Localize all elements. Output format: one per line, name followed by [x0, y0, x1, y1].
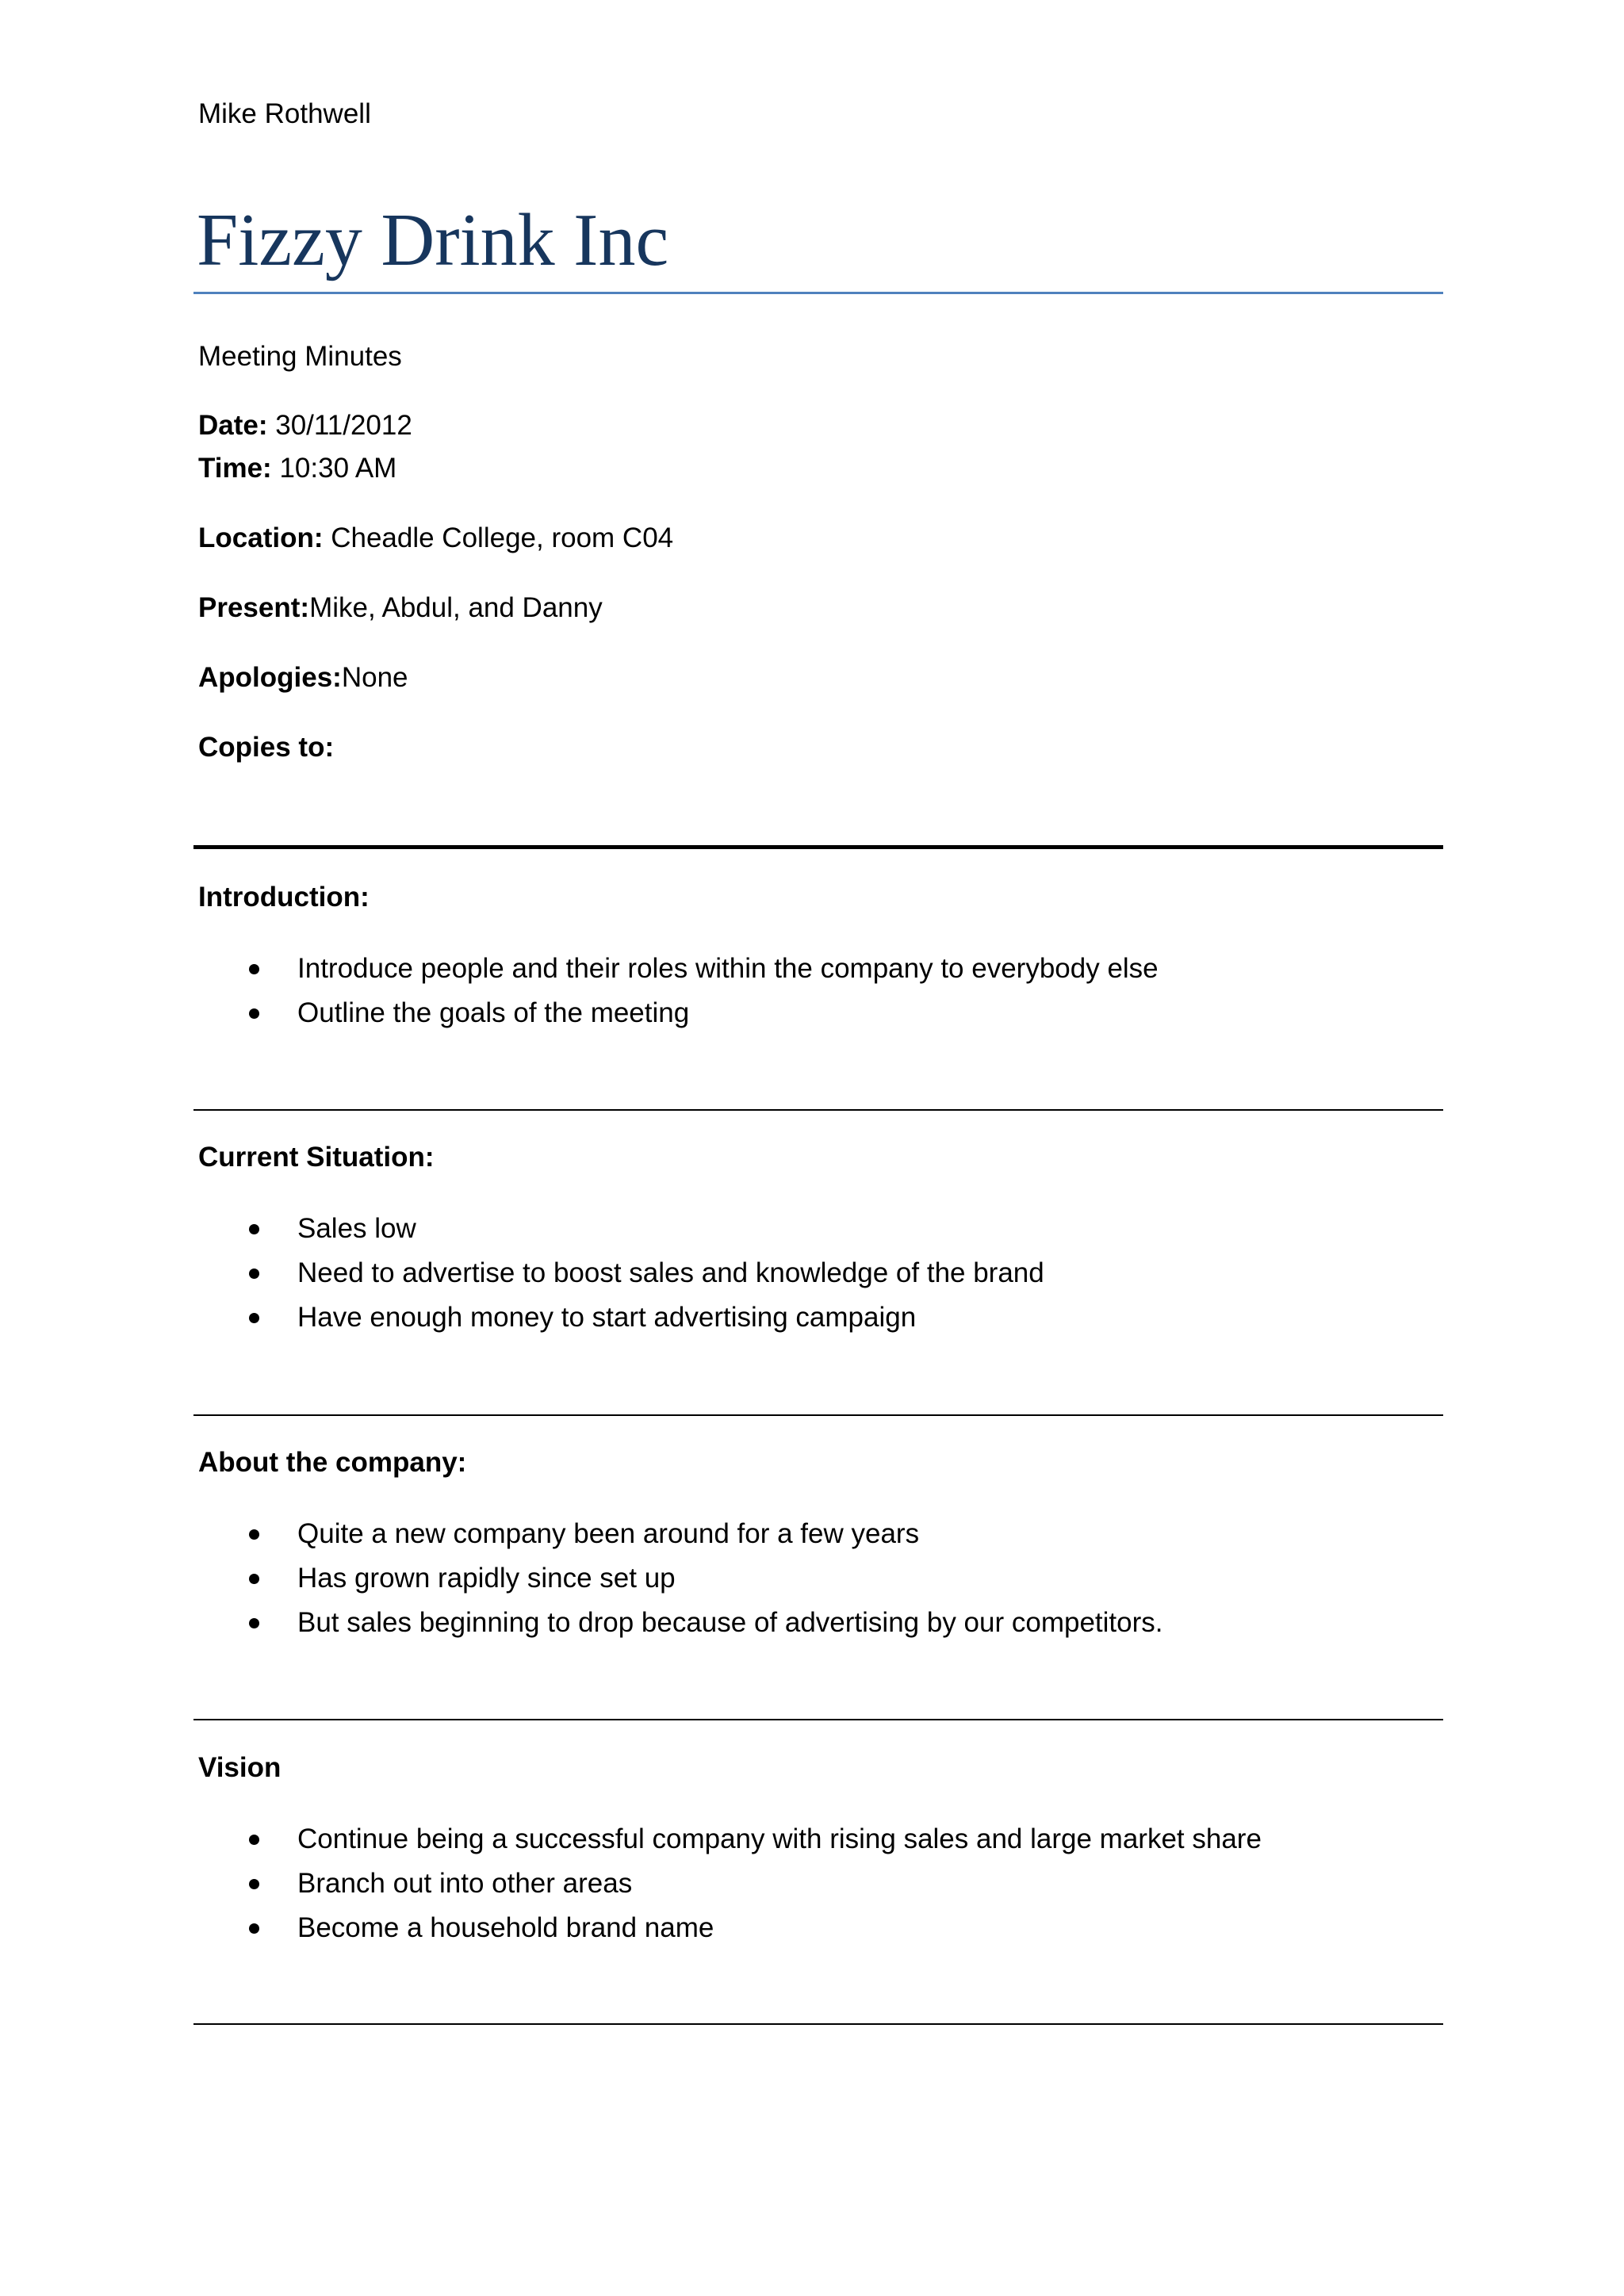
- vision-list: [198, 1817, 1435, 1950]
- list-item-text: Quite a new company been around for a few years: [297, 1518, 920, 1549]
- document-title: Fizzy Drink Inc: [197, 199, 669, 281]
- present-label: Present:: [198, 592, 310, 623]
- bullet-icon: [249, 1835, 259, 1845]
- date-label: Date:: [198, 410, 268, 441]
- list-item-text: Continue being a successful company with rising sales and large market share: [297, 1823, 1262, 1854]
- list-item-text: Have enough money to start advertising campaign: [297, 1302, 917, 1333]
- section-heading-about-company: About the company:: [198, 1447, 467, 1478]
- list-item: [198, 1512, 1435, 1556]
- list-item: [198, 947, 1435, 991]
- apologies-value: None: [341, 662, 408, 693]
- list-item: [198, 1601, 1435, 1645]
- section-divider: [193, 2023, 1443, 2025]
- copies-line: [198, 729, 334, 767]
- location-value: Cheadle College, room C04: [323, 522, 674, 553]
- meeting-minutes-subtitle: Meeting Minutes: [198, 341, 402, 372]
- bullet-icon: [249, 1529, 259, 1540]
- list-item-text: Has grown rapidly since set up: [297, 1563, 676, 1594]
- list-item: [198, 1906, 1435, 1950]
- time-line: [198, 450, 396, 488]
- list-item: [198, 1862, 1435, 1906]
- section-heading-vision: Vision: [198, 1752, 282, 1783]
- location-label: Location:: [198, 522, 324, 553]
- time-label: Time:: [198, 453, 272, 484]
- list-item-text: Sales low: [297, 1213, 416, 1244]
- bullet-icon: [249, 1008, 259, 1019]
- bullet-icon: [249, 1879, 259, 1889]
- section-divider: [193, 1719, 1443, 1720]
- list-item: [198, 1556, 1435, 1601]
- list-item-text: But sales beginning to drop because of advertising by our competitors.: [297, 1607, 1163, 1638]
- list-item-text: Outline the goals of the meeting: [297, 997, 690, 1028]
- section-heading-introduction: Introduction:: [198, 882, 370, 913]
- list-item: [198, 1817, 1435, 1862]
- list-item: [198, 991, 1435, 1035]
- bullet-icon: [249, 1224, 259, 1234]
- bullet-icon: [249, 1923, 259, 1934]
- copies-label: Copies to:: [198, 732, 335, 763]
- bullet-icon: [249, 1574, 259, 1584]
- title-underline: [193, 292, 1443, 294]
- apologies-line: [198, 659, 408, 697]
- apologies-label: Apologies:: [198, 662, 342, 693]
- list-item-text: Become a household brand name: [297, 1912, 714, 1943]
- introduction-list: [198, 947, 1435, 1035]
- list-item: [198, 1251, 1435, 1295]
- list-item-text: Branch out into other areas: [297, 1868, 633, 1899]
- present-value: Mike, Abdul, and Danny: [309, 592, 603, 623]
- time-value: 10:30 AM: [271, 453, 397, 484]
- list-item: [198, 1207, 1435, 1251]
- location-line: [198, 519, 673, 557]
- about-company-list: [198, 1512, 1435, 1645]
- section-divider: [193, 1109, 1443, 1111]
- present-line: [198, 589, 603, 627]
- bullet-icon: [249, 964, 259, 974]
- date-value: 30/11/2012: [267, 410, 412, 441]
- list-item-text: Introduce people and their roles within the company to everybody else: [297, 953, 1159, 984]
- section-divider: [193, 845, 1443, 849]
- list-item-text: Need to advertise to boost sales and knowledge of the brand: [297, 1257, 1044, 1288]
- date-line: [198, 407, 412, 445]
- bullet-icon: [249, 1269, 259, 1279]
- section-heading-current-situation: Current Situation:: [198, 1142, 435, 1173]
- author-name: Mike Rothwell: [198, 98, 371, 129]
- current-situation-list: [198, 1207, 1435, 1340]
- bullet-icon: [249, 1618, 259, 1628]
- section-divider: [193, 1414, 1443, 1416]
- bullet-icon: [249, 1313, 259, 1323]
- list-item: [198, 1295, 1435, 1340]
